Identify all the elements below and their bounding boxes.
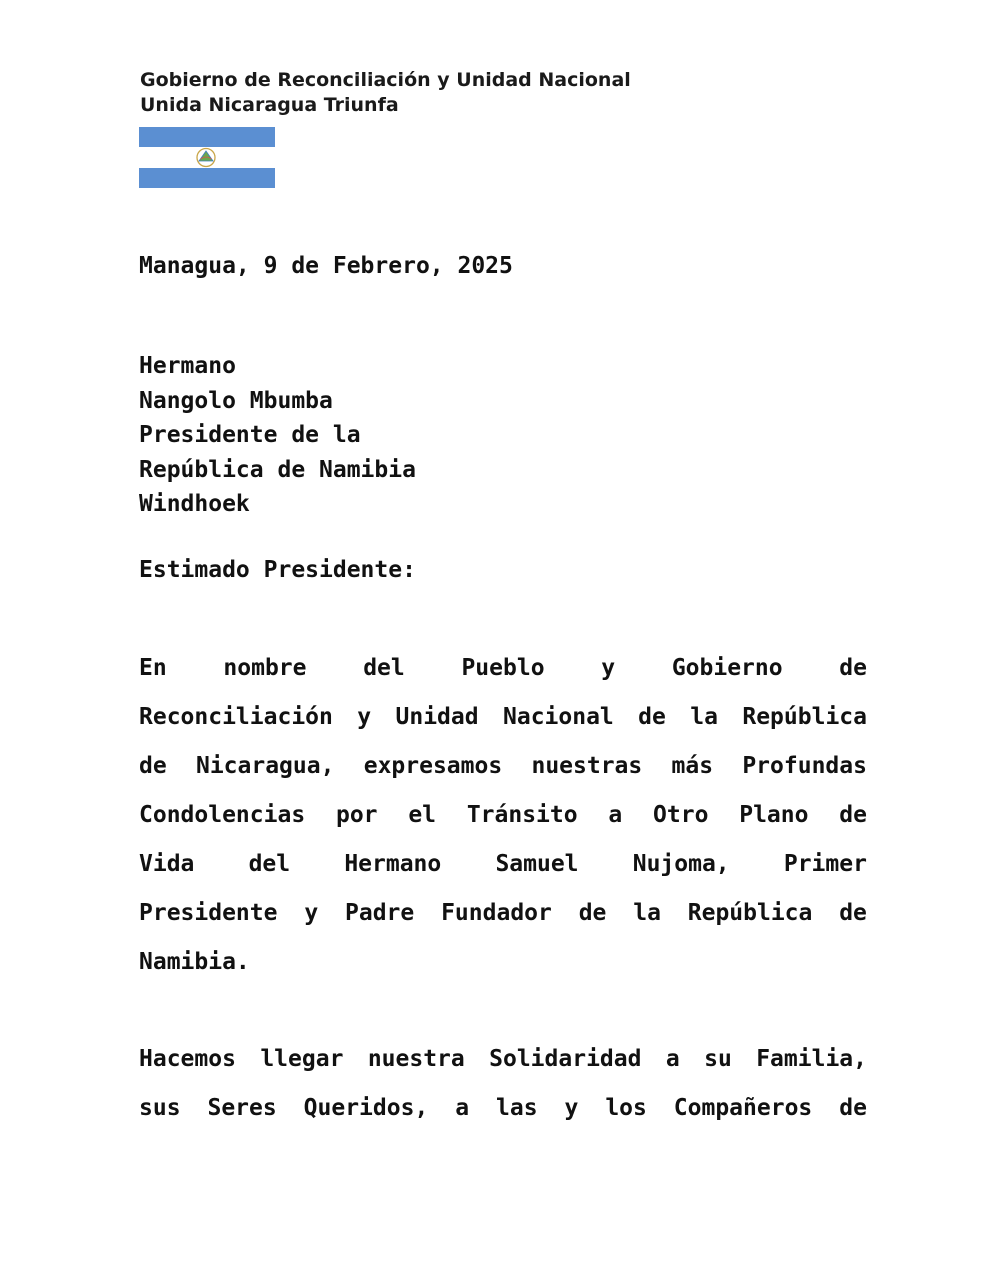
paragraph-line: Namibia. xyxy=(139,949,250,975)
word: Hermano xyxy=(344,851,442,877)
recipient-line: Hermano xyxy=(139,353,236,379)
word: Otro xyxy=(653,802,709,828)
word: Nicaragua, xyxy=(195,753,335,779)
word: Reconciliación xyxy=(139,704,333,730)
word: de xyxy=(839,1095,867,1121)
body-paragraph-2 xyxy=(139,1035,867,1133)
word: Samuel xyxy=(495,851,579,877)
word: su xyxy=(704,1046,732,1072)
recipient-block xyxy=(139,349,416,522)
word: Nacional xyxy=(503,704,614,730)
word: Familia, xyxy=(756,1046,867,1072)
word: Hacemos xyxy=(139,1046,236,1072)
paragraph-line xyxy=(139,791,867,840)
word: nuestras xyxy=(531,753,643,779)
word: llegar xyxy=(260,1046,344,1072)
paragraph-line xyxy=(139,644,867,693)
word: de xyxy=(139,753,167,779)
body-paragraph-1 xyxy=(139,644,867,987)
word: Primer xyxy=(783,851,867,877)
word: República xyxy=(687,900,813,926)
word: el xyxy=(408,802,437,828)
word: más xyxy=(671,753,714,779)
word: de xyxy=(578,900,607,926)
word: Gobierno xyxy=(671,655,783,681)
word: Unidad xyxy=(395,704,479,730)
paragraph-line xyxy=(139,1035,867,1084)
word: la xyxy=(690,704,718,730)
word: Presidente xyxy=(139,900,278,926)
word: Plano xyxy=(739,802,809,828)
recipient-line: Nangolo Mbumba xyxy=(139,387,333,414)
word: de xyxy=(839,655,867,681)
word: expresamos xyxy=(363,753,503,779)
word: del xyxy=(248,851,291,877)
paragraph-line xyxy=(139,693,867,742)
paragraph-line xyxy=(139,742,867,791)
word: Vida xyxy=(139,851,195,877)
nicaragua-flag-icon xyxy=(139,127,275,188)
word: nuestra xyxy=(367,1046,465,1072)
recipient-line: Presidente de la xyxy=(139,422,361,448)
word: de xyxy=(638,704,666,730)
letterhead-slogan: Unida Nicaragua Triunfa xyxy=(140,94,399,116)
paragraph-line xyxy=(139,1084,867,1133)
word: y xyxy=(564,1095,579,1121)
word: la xyxy=(633,900,661,926)
word: Nujoma, xyxy=(632,851,730,877)
word: Compañeros xyxy=(673,1095,813,1121)
word: de xyxy=(839,802,867,828)
letter-date: Managua, 9 de Febrero, 2025 xyxy=(139,253,513,279)
paragraph-line xyxy=(139,889,867,938)
letterhead-government-name: Gobierno de Reconciliación y Unidad Nacional xyxy=(140,69,631,91)
word: a xyxy=(455,1095,470,1121)
letterhead xyxy=(140,68,631,118)
word: Pueblo xyxy=(461,655,545,681)
word: y xyxy=(357,704,372,730)
word: del xyxy=(363,655,405,681)
word: Queridos, xyxy=(303,1095,429,1121)
salutation: Estimado Presidente: xyxy=(139,557,416,583)
word: Fundador xyxy=(441,900,552,926)
word: República xyxy=(742,704,867,730)
word: los xyxy=(605,1095,647,1121)
word: Seres xyxy=(207,1095,277,1121)
word: y xyxy=(304,900,319,926)
recipient-line: República de Namibia xyxy=(139,456,416,483)
word: Tránsito xyxy=(466,802,578,828)
word: En xyxy=(139,655,167,681)
word: de xyxy=(839,900,867,926)
word: nombre xyxy=(223,655,307,681)
word: a xyxy=(608,802,623,828)
word: Solidaridad xyxy=(489,1046,642,1072)
word: Condolencias xyxy=(139,802,306,828)
paragraph-line xyxy=(139,840,867,889)
word: Padre xyxy=(345,900,415,926)
word: a xyxy=(665,1046,680,1072)
word: y xyxy=(601,655,616,681)
word: sus xyxy=(139,1095,181,1121)
word: Profundas xyxy=(742,753,867,779)
word: por xyxy=(335,802,378,828)
word: las xyxy=(496,1095,538,1121)
recipient-line: Windhoek xyxy=(139,491,250,517)
